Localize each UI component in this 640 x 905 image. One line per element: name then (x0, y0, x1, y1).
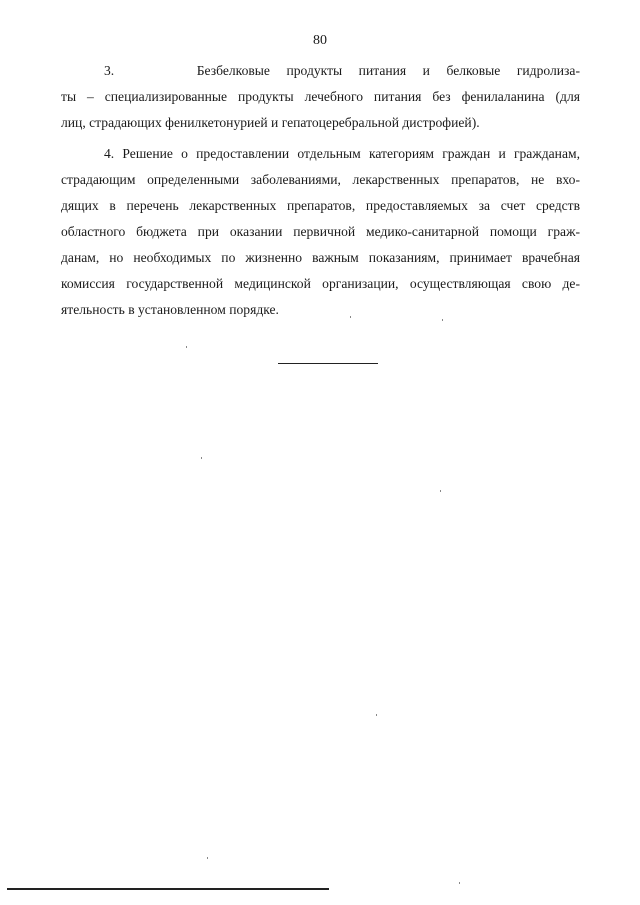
scan-speck (459, 882, 460, 884)
paragraph-line: лиц, страдающих фенилкетонурией и гепатоцеребральной дистрофией). (61, 115, 480, 130)
paragraph-line: 4. Решение о предоставлении отдельным категориям граждан и гражданам, (104, 146, 580, 161)
paragraph-line: областного бюджета при оказании первичной медико-санитарной помощи граж- (61, 224, 580, 239)
footer-rule (7, 888, 329, 890)
scan-speck (442, 319, 443, 321)
paragraph-line: данам, но необходимых по жизненно важным показаниям, принимает врачебная (61, 250, 580, 265)
scan-speck (350, 316, 351, 318)
paragraph-line: ты – специализированные продукты лечебного питания без фенилаланина (для (61, 89, 580, 104)
paragraph-4 (61, 141, 580, 323)
section-divider (278, 363, 378, 364)
paragraph-line: страдающим определенными заболеваниями, лекарственных препаратов, не вхо- (61, 172, 580, 187)
paragraph-line: комиссия государственной медицинской организации, осуществляющая свою де- (61, 276, 580, 291)
scan-speck (376, 714, 377, 716)
paragraph-line: ятельность в установленном порядке. (61, 302, 279, 317)
page-number: 80 (313, 33, 327, 48)
scan-speck (186, 346, 187, 348)
paragraph-3 (61, 58, 580, 136)
scan-speck (207, 857, 208, 859)
paragraph-line: дящих в перечень лекарственных препаратов, предоставляемых за счет средств (61, 198, 580, 213)
paragraph-line: 3. Безбелковые продукты питания и белковые гидролиза- (104, 63, 580, 78)
scan-speck (201, 457, 202, 459)
scan-speck (440, 490, 441, 492)
document-body (61, 58, 580, 323)
